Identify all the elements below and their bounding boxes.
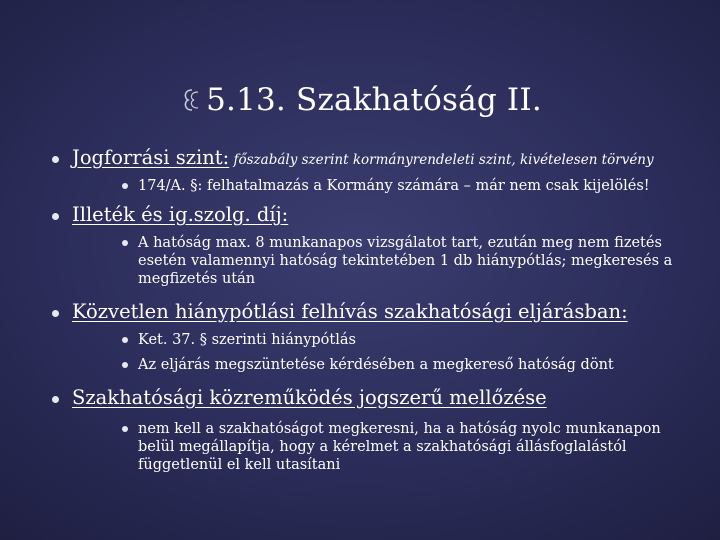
list-item (52, 146, 654, 169)
sub-item-text: Ket. 37. § szerinti hiánypótlás (138, 332, 356, 348)
bullet-icon (122, 426, 128, 432)
decorative-brace-icon (178, 86, 204, 112)
sub-list-item (122, 420, 692, 474)
slide-title-row (0, 82, 720, 118)
bullet-icon (122, 362, 128, 368)
sub-list-item (122, 331, 692, 349)
sub-list-item (122, 234, 692, 288)
sub-item-text: A hatóság max. 8 munkanapos vizsgálatot tart, ezután meg nem fizetés esetén valamennyi hatóság tekintetében 1 db hiánypótlás; megkeresés a megfizetés után (138, 235, 673, 287)
slide-title: 5.13. Szakhatóság II. (206, 82, 542, 118)
list-item (52, 203, 288, 226)
item-note: főszabály szerint kormányrendeleti szint, kivételesen törvény (229, 152, 654, 168)
bullet-icon (52, 396, 59, 403)
sub-list-item (122, 356, 692, 374)
item-heading: Illeték és ig.szolg. díj: (72, 203, 289, 226)
bullet-icon (52, 156, 59, 163)
sub-item-text: nem kell a szakhatóságot megkeresni, ha a hatóság nyolc munkanapon belül megállapítja, hogy a kérelmet a szakhatósági állásfoglalástól függetlenül el kell utasítani (138, 421, 661, 473)
item-heading: Jogforrási szint: (72, 146, 230, 169)
sub-list-item (122, 177, 692, 195)
sub-item-text: Az eljárás megszüntetése kérdésében a megkereső hatóság dönt (138, 357, 614, 373)
bullet-icon (122, 337, 128, 343)
item-heading: Szakhatósági közreműködés jogszerű mellőzése (72, 386, 547, 409)
list-item (52, 300, 628, 323)
bullet-icon (52, 213, 59, 220)
bullet-icon (122, 240, 128, 246)
item-heading: Közvetlen hiánypótlási felhívás szakhatósági eljárásban: (72, 300, 628, 323)
list-item (52, 386, 547, 409)
bullet-icon (52, 310, 59, 317)
sub-item-text: 174/A. §: felhatalmazás a Kormány számára – már nem csak kijelölés! (138, 178, 650, 194)
bullet-icon (122, 183, 128, 189)
